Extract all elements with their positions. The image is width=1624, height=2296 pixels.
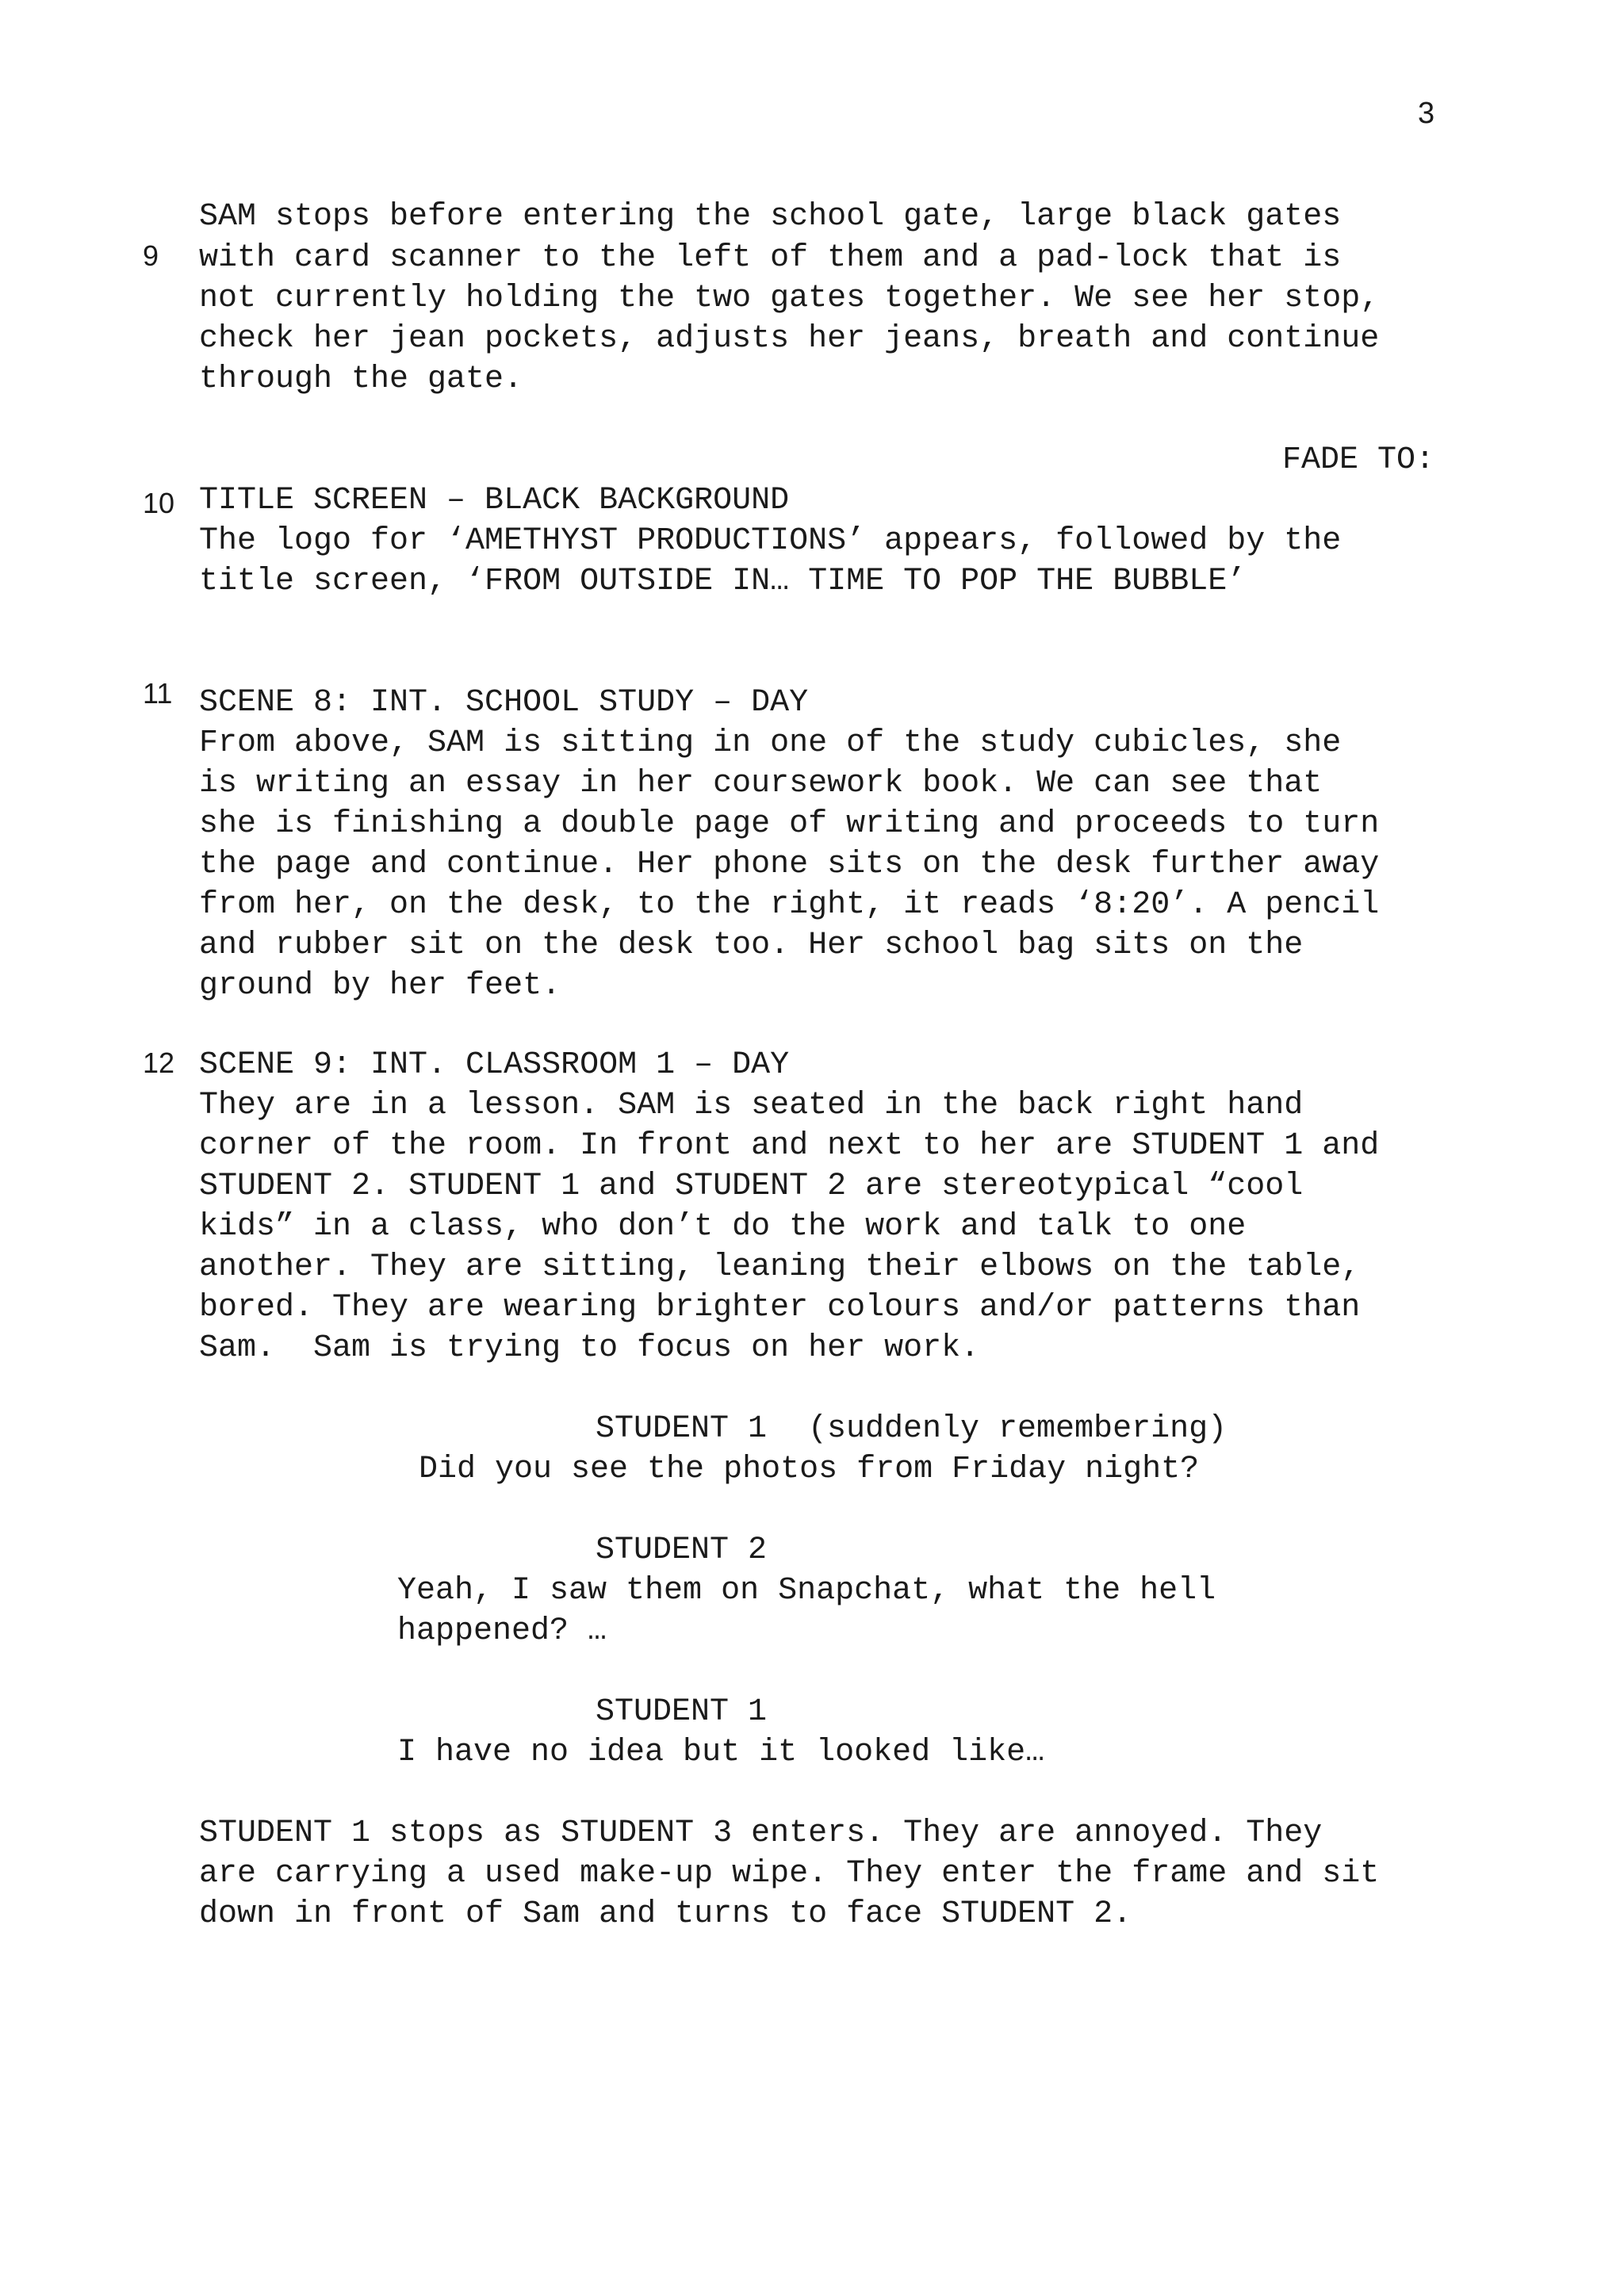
action-line: From above, SAM is sitting in one of the study cubicles, she (199, 725, 1342, 761)
action-line: bored. They are wearing brighter colours and/or patterns than (199, 1290, 1361, 1326)
scene-number: 9 (143, 239, 159, 272)
action-line: The logo for ‘AMETHYST PRODUCTIONS’ appears, followed by the (199, 523, 1342, 559)
action-line: kids” in a class, who don’t do the work and talk to one (199, 1209, 1247, 1245)
dialogue-line: I have no idea but it looked like… (397, 1735, 1045, 1770)
action-line: is writing an essay in her coursework book. We can see that (199, 766, 1323, 802)
scene-number: 11 (143, 677, 173, 710)
scene-heading: SCENE 9: INT. CLASSROOM 1 – DAY (199, 1047, 790, 1083)
parenthetical: (suddenly remembering) (808, 1411, 1228, 1447)
page-number: 3 (1418, 97, 1435, 130)
dialogue-line: Yeah, I saw them on Snapchat, what the hell (397, 1573, 1216, 1609)
action-line: title screen, ‘FROM OUTSIDE IN… TIME TO POP THE BUBBLE’ (199, 564, 1247, 599)
action-line: STUDENT 2. STUDENT 1 and STUDENT 2 are stereotypical “cool (199, 1169, 1304, 1204)
action-line: down in front of Sam and turns to face STUDENT 2. (199, 1896, 1132, 1932)
action-line: check her jean pockets, adjusts her jeans, breath and continue (199, 321, 1380, 357)
scene-heading: TITLE SCREEN – BLACK BACKGROUND (199, 483, 790, 519)
action-line: the page and continue. Her phone sits on the desk further away (199, 847, 1380, 882)
action-line: another. They are sitting, leaning their elbows on the table, (199, 1249, 1361, 1285)
character-cue: STUDENT 1 (596, 1694, 768, 1730)
action-line: through the gate. (199, 362, 523, 397)
action-line: from her, on the desk, to the right, it reads ‘8:20’. A pencil (199, 887, 1380, 923)
action-line: corner of the room. In front and next to her are STUDENT 1 and (199, 1128, 1380, 1164)
action-line: she is finishing a double page of writing and proceeds to turn (199, 806, 1380, 842)
scene-number: 10 (143, 487, 175, 519)
dialogue-line: happened? … (397, 1613, 607, 1649)
action-line: are carrying a used make-up wipe. They enter the frame and sit (199, 1856, 1380, 1892)
transition: FADE TO: (1282, 442, 1435, 478)
character-cue: STUDENT 1 (596, 1411, 768, 1447)
action-line: with card scanner to the left of them and a pad-lock that is (199, 240, 1342, 276)
action-line: not currently holding the two gates together. We see her stop, (199, 281, 1380, 316)
dialogue-line: Did you see the photos from Friday night? (419, 1452, 1200, 1487)
action-line: They are in a lesson. SAM is seated in the back right hand (199, 1088, 1304, 1123)
character-cue: STUDENT 2 (596, 1533, 768, 1568)
action-line: ground by her feet. (199, 968, 561, 1004)
action-line: and rubber sit on the desk too. Her school bag sits on the (199, 928, 1304, 963)
action-line: STUDENT 1 stops as STUDENT 3 enters. They are annoyed. They (199, 1816, 1323, 1851)
action-line: SAM stops before entering the school gate, large black gates (199, 199, 1342, 235)
scene-number: 12 (143, 1047, 175, 1079)
scene-heading: SCENE 8: INT. SCHOOL STUDY – DAY (199, 685, 809, 721)
action-line: Sam. Sam is trying to focus on her work. (199, 1330, 980, 1366)
